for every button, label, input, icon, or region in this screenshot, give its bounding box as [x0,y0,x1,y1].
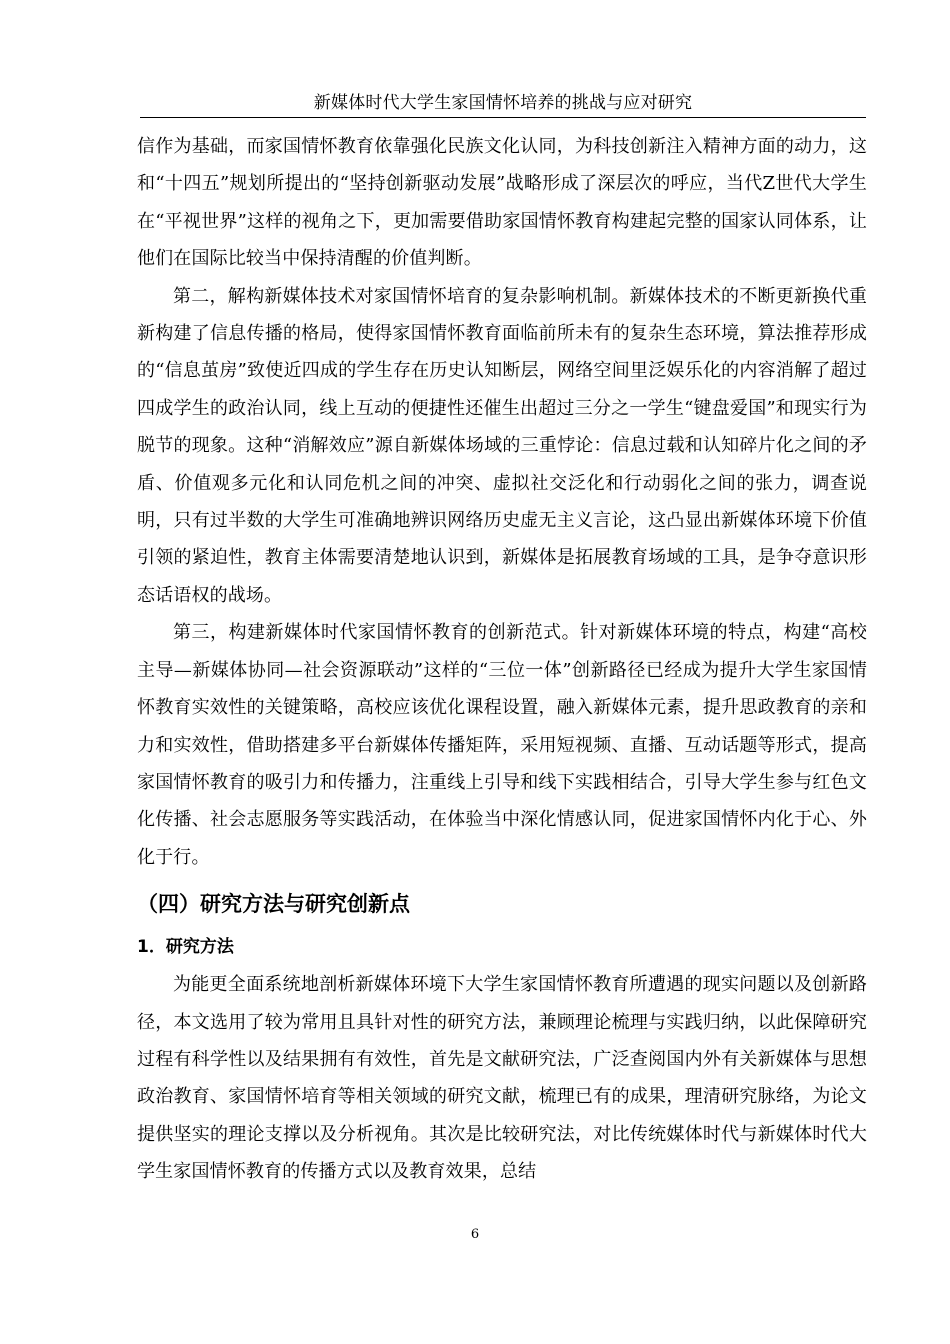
running-header: 新媒体时代大学生家国情怀培养的挑战与应对研究 [313,93,693,113]
paragraph-second-point: 第二，解构新媒体技术对家国情怀培育的复杂影响机制。新媒体技术的不断更新换代重新构建了信息传播的格局，使得家国情怀教育面临前所未有的复杂生态环境，算法推荐形成的“信息茧房”致使近四成的学生存在历史认知断层，网络空间里泛娱乐化的内容消解了超过四成学生的政治认同，线上互动的便捷性还催生出超过三分之一学生“键盘爱国”和现实行为脱节的现象。这种“消解效应”源自新媒体场域的三重悖论：信息过载和认知碎片化之间的矛盾、价值观多元化和认同危机之间的冲突、虚拟社交泛化和行动弱化之间的张力，调查说明，只有过半数的大学生可准确地辨识网络历史虚无主义言论，这凸显出新媒体环境下价值引领的紧迫性，教育主体需要清楚地认识到，新媒体是拓展教育场域的工具，是争夺意识形态话语权的战场。 [137,285,867,606]
page-number: 6 [470,1227,480,1242]
body-text [137,128,867,1191]
paragraph-third-point: 第三，构建新媒体时代家国情怀教育的创新范式。针对新媒体环境的特点，构建“高校主导—新媒体协同—社会资源联动”这样的“三位一体”创新路径已经成为提升大学生家国情怀教育实效性的关键策略，高校应该优化课程设置，融入新媒体元素，提升思政教育的亲和力和实效性，借助搭建多平台新媒体传播矩阵，采用短视频、直播、互动话题等形式，提高家国情怀教育的吸引力和传播力，注重线上引导和线下实践相结合，引导大学生参与红色文化传播、社会志愿服务等实践活动，在体验当中深化情感认同，促进家国情怀内化于心、外化于行。 [137,622,867,868]
header-rule [140,117,866,118]
subsection-heading: 1．研究方法 [137,937,234,958]
paragraph-continued: 信作为基础，而家国情怀教育依靠强化民族文化认同，为科技创新注入精神方面的动力，这和“十四五”规划所提出的“坚持创新驱动发展”战略形成了深层次的呼应，当代Z世代大学生在“平视世界”这样的视角之下，更加需要借助家国情怀教育构建起完整的国家认同体系，让他们在国际比较当中保持清醒的价值判断。 [137,136,867,270]
paragraph-research-methods: 为能更全面系统地剖析新媒体环境下大学生家国情怀教育所遭遇的现实问题以及创新路径，本文选用了较为常用且具针对性的研究方法，兼顾理论梳理与实践归纳，以此保障研究过程有科学性以及结果拥有有效性，首先是文献研究法，广泛查阅国内外有关新媒体与思想政治教育、家国情怀培育等相关领域的研究文献，梳理已有的成果，理清研究脉络，为论文提供坚实的理论支撑以及分析视角。其次是比较研究法，对比传统媒体时代与新媒体时代大学生家国情怀教育的传播方式以及教育效果，总结 [137,974,867,1183]
section-heading: （四）研究方法与研究创新点 [137,892,410,917]
